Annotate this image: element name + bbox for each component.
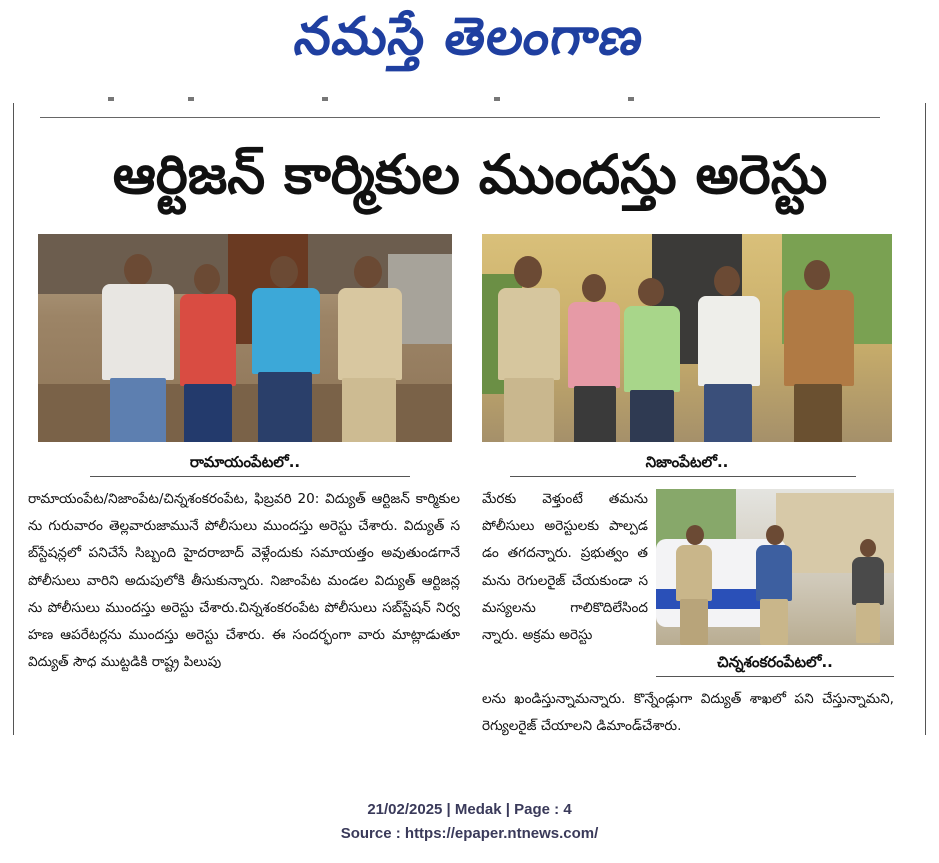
- divider-mark: [108, 97, 114, 101]
- page-frame-left: [13, 103, 14, 735]
- divider-mark: [188, 97, 194, 101]
- photo-caption: నిజాంపేటలో..: [645, 453, 729, 471]
- newspaper-logo: నమస్తే తెలంగాణ: [290, 7, 649, 67]
- photo-chinnashankarampet: [656, 489, 894, 645]
- article-body-left: రామాయంపేట/నిజాంపేట/చిన్నశంకరంపేట, ఫిబ్రవరి 20: విద్యుత్ ఆర్టిజన్ కార్మికులను గురువారం తెల్లవారుజామునే పోలీసులు ముందస్తు అరెస్టు చేశారు. విద్యుత్ సబ్‌స్టేషన్లలో పనిచేసే సిబ్బంది హైదరాబాద్ వెళ్లేందుకు సమాయత్తం అవుతుండగానే పోలీసులు వారిని అదుపులోకి తీసుకున్నారు. నిజాంపేట మండల విద్యుత్ ఆర్టిజన్లను పోలీసులు ముందస్తు అరెస్టు చేశారు.చిన్నశంకరంపేట పోలీసులు సబ్‌స్టేషన్ నిర్వహణ ఆపరేటర్లను ముందస్తు అరెస్టు చేశారు. ఈ సందర్భంగా వారు మాట్లాడుతూ విద్యుత్ సౌధ ముట్టడికి రాష్ట్ర పిలుపు: [28, 491, 460, 671]
- footer-source: Source : https://epaper.ntnews.com/: [340, 825, 599, 842]
- photo-caption: చిన్నశంకరంపేటలో..: [717, 653, 833, 671]
- photo-caption: రామాయంపేటలో..: [189, 453, 301, 471]
- top-rule: [40, 117, 880, 118]
- caption-rule: [510, 476, 856, 477]
- article-body-right-bottom: లను ఖండిస్తున్నామన్నారు. కొన్నేండ్లుగా విద్యుత్ శాఖలో పని చేస్తున్నామని, రెగ్యులరైజ్ చేయాలని డిమాండ్‌చేశారు.: [482, 691, 894, 735]
- photo-nizampet: [482, 234, 892, 442]
- page-frame-right: [925, 103, 926, 735]
- footer-edition-info: 21/02/2025 | Medak | Page : 4: [367, 801, 572, 818]
- photo-ramayampet: [38, 234, 452, 442]
- caption-rule: [90, 476, 410, 477]
- divider-mark: [628, 97, 634, 101]
- article-body-right-top: మేరకు వెళ్తుంటే తమను పోలీసులు అరెస్టులకు పాల్పడడం తగదన్నారు. ప్రభుత్వం తమను రెగులరైజ్ చేయకుండా సమస్యలను గాలికొదిలేసిందన్నారు. అక్రమ అరెస్టు: [482, 491, 648, 644]
- divider-mark: [322, 97, 328, 101]
- masthead: [0, 4, 939, 76]
- article-headline: ఆర్టిజన్ కార్మికుల ముందస్తు అరెస్టు: [112, 143, 828, 206]
- divider-mark: [494, 97, 500, 101]
- caption-rule: [656, 676, 894, 677]
